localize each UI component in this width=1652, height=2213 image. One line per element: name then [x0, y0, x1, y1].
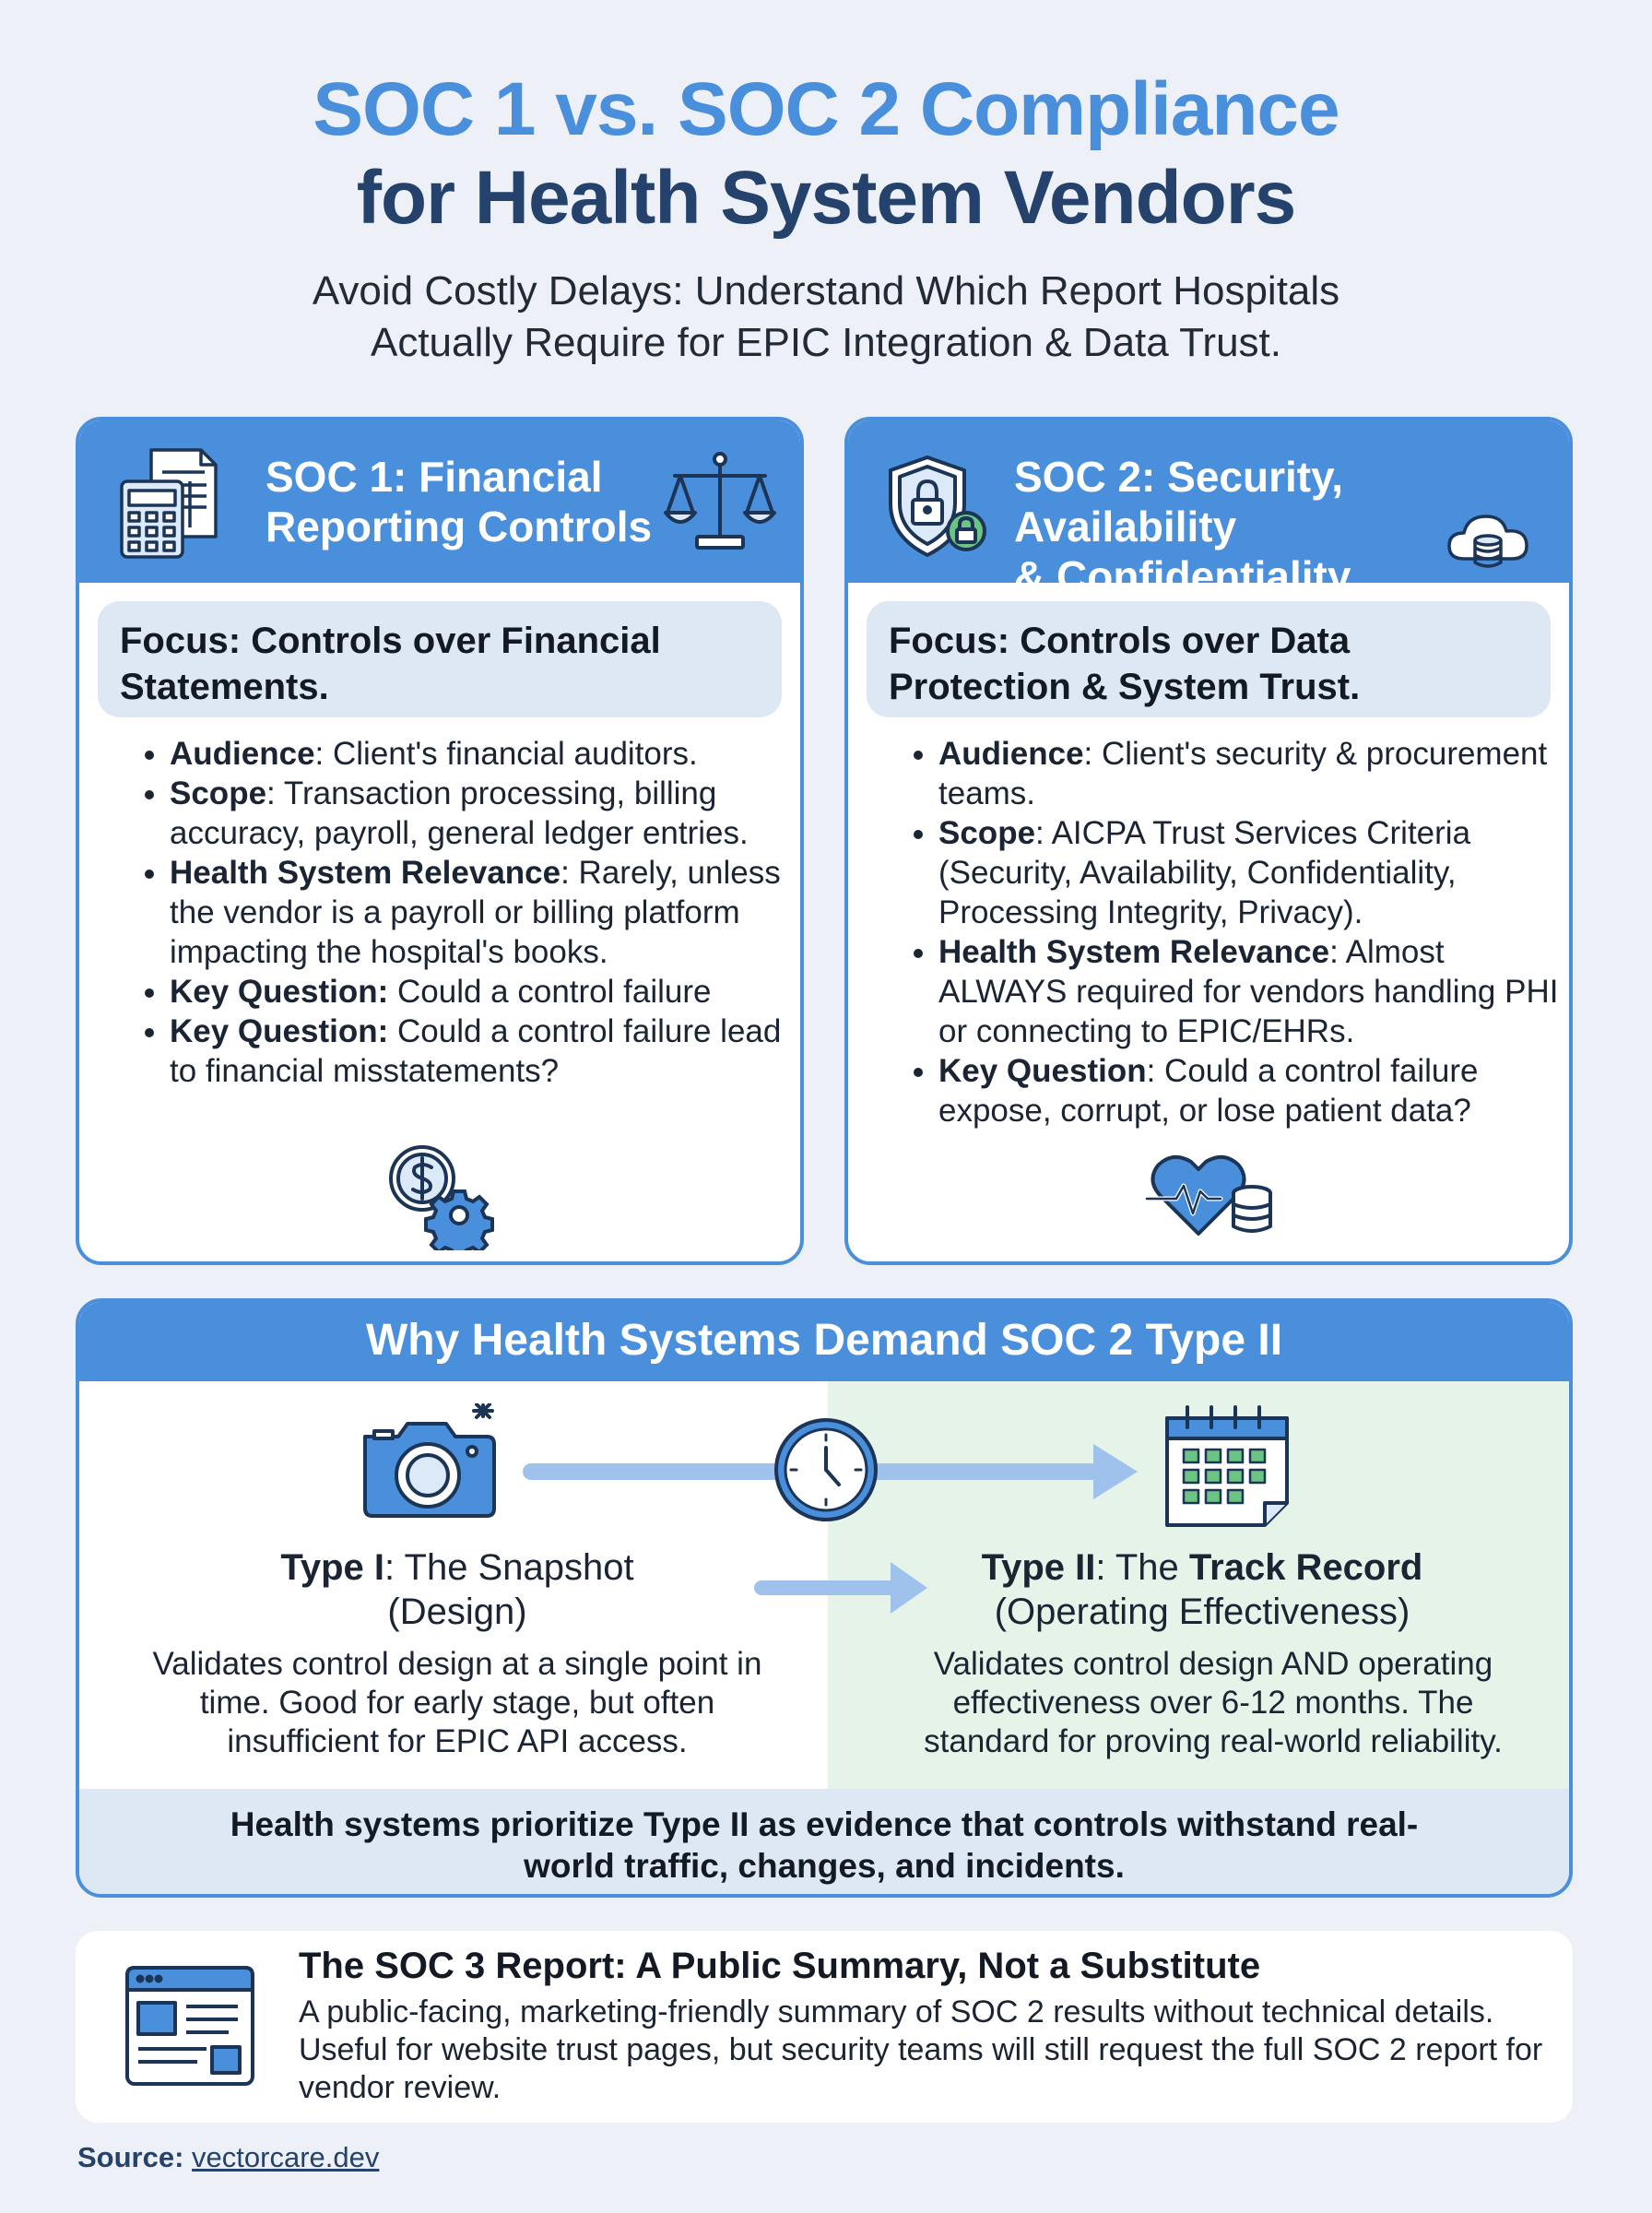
- soc1-bullet-list: [136, 734, 804, 1091]
- soc2-title-line2: & Confidentiality: [1014, 552, 1351, 600]
- camera-icon: [356, 1403, 503, 1528]
- subtitle-line2: Actually Require for EPIC Integration & Data Trust.: [370, 320, 1281, 365]
- type1-desc: Validates control design at a single point in time. Good for early stage, but often insufficient for EPIC API access.: [152, 1646, 762, 1759]
- source-citation: [77, 2141, 379, 2174]
- shield-lock-icon: [881, 452, 996, 567]
- clock-icon: [773, 1416, 879, 1528]
- type2-section-header: [79, 1302, 1569, 1381]
- type2-title: Type II: The Track Record (Operating Effectiveness): [981, 1547, 1423, 1632]
- webpage-icon: [124, 1964, 256, 2092]
- list-item: • Scope: Transaction processing, billing accuracy, payroll, general ledger entries.: [170, 774, 804, 853]
- list-item: • Scope: AICPA Trust Services Criteria (Security, Availability, Confidentiality, Processing Integrity, Privacy).: [938, 813, 1573, 932]
- source-link[interactable]: vectorcare.dev: [192, 2141, 380, 2173]
- soc3-desc: A public-facing, marketing-friendly summary of SOC 2 results without technical details. Useful for website trust pages, but security teams will still request the full SOC 2 report for vendor review.: [299, 1994, 1543, 2105]
- soc2-bullet-list: [905, 734, 1573, 1130]
- soc2-title-line1: SOC 2: Security, Availability: [1014, 453, 1344, 550]
- cloud-database-icon: [1446, 509, 1532, 578]
- page-title-line2: for Health System Vendors: [356, 156, 1296, 240]
- page-subtitle: [184, 266, 1468, 369]
- page-title-line1: SOC 1 vs. SOC 2 Compliance: [313, 67, 1339, 151]
- dollar-gear-icon: [384, 1140, 494, 1255]
- calculator-document-icon: [116, 444, 236, 569]
- scales-icon: [660, 446, 780, 562]
- soc1-card: [76, 417, 804, 1265]
- list-item: • Health System Relevance: Rarely, unless the vendor is a payroll or billing platform impacting the hospital's books.: [170, 853, 804, 972]
- soc3-title: The SOC 3 Report: A Public Summary, Not a Substitute: [299, 1946, 1261, 1986]
- soc3-box: [76, 1931, 1573, 2123]
- type2-section-title: Why Health Systems Demand SOC 2 Type II: [365, 1316, 1283, 1365]
- soc2-card: [844, 417, 1573, 1265]
- soc2-focus: Focus: Controls over Data Protection & System Trust.: [867, 601, 1551, 717]
- list-item: • Key Question: Could a control failure lead to financial misstatements?: [170, 1012, 804, 1091]
- calendar-icon: [1158, 1402, 1296, 1535]
- heart-database-icon: [1143, 1149, 1281, 1246]
- soc1-focus: Focus: Controls over Financial Statements.: [98, 601, 782, 717]
- soc1-title: [266, 452, 671, 551]
- type2-footer-text: Health systems prioritize Type II as evidence that controls withstand real-world traffic, changes, and incidents.: [230, 1805, 1419, 1885]
- type2-footer: [79, 1789, 1569, 1898]
- subtitle-line1: Avoid Costly Delays: Understand Which Report Hospitals: [312, 268, 1340, 314]
- list-item: • Key Question: Could a control failure: [170, 972, 804, 1012]
- list-item: • Audience: Client's financial auditors.: [170, 734, 804, 774]
- soc1-title-line1: SOC 1: Financial: [266, 453, 603, 501]
- list-item: • Audience: Client's security & procurement teams.: [938, 734, 1573, 813]
- soc1-card-header: [79, 420, 800, 583]
- type2-section: [76, 1298, 1573, 1898]
- type2-desc: Validates control design AND operating effectiveness over 6-12 months. The standard for proving real-world reliability.: [924, 1646, 1503, 1759]
- list-item: • Health System Relevance: Almost ALWAYS required for vendors handling PHI or connecting to EPIC/EHRs.: [938, 932, 1573, 1051]
- soc1-title-line2: Reporting Controls: [266, 503, 653, 550]
- list-item: • Key Question: Could a control failure expose, corrupt, or lose patient data?: [938, 1051, 1573, 1130]
- type1-title: Type I: The Snapshot (Design): [280, 1547, 634, 1632]
- source-label: Source:: [77, 2141, 184, 2173]
- soc2-card-header: [848, 420, 1569, 600]
